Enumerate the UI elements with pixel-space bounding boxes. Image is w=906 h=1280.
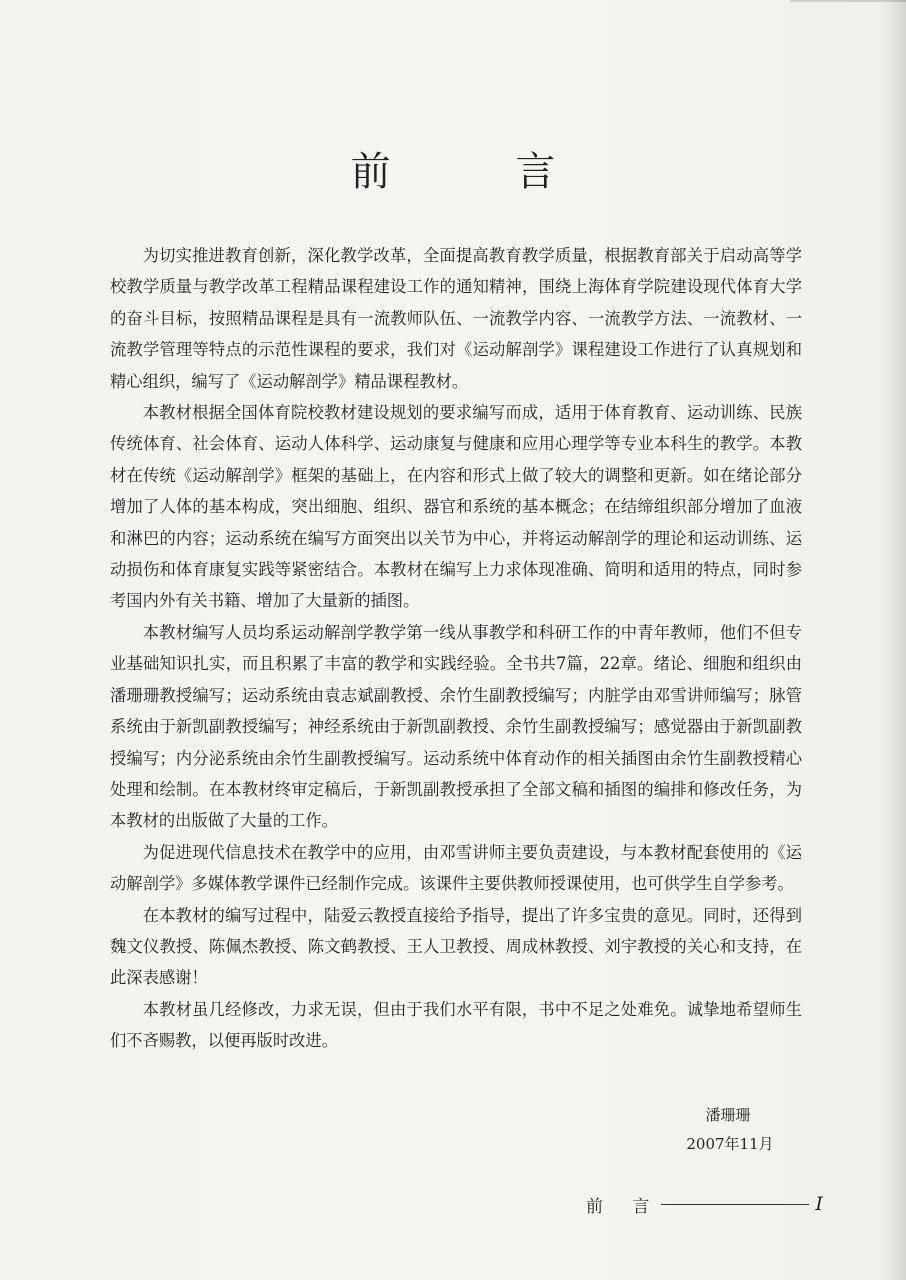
paragraph-2: 本教材根据全国体育院校教材建设规划的要求编写而成，适用于体育教育、运动训练、民族传统体育、社会体育、运动人体科学、运动康复与健康和应用心理学等专业本科生的教学。本教材在传统《运动解剖学》框架的基础上，在内容和形式上做了较大的调整和更新。如在绪论部分增加了人体的基本构成，突出细胞、组织、器官和系统的基本概念；在结缔组织部分增加了血液和淋巴的内容；运动系统在编写方面突出以关节为中心，并将运动解剖学的理论和运动训练、运动损伤和体育康复实践等紧密结合。本教材在编写上力求体现准确、简明和适用的特点，同时参考国内外有关书籍、增加了大量新的插图。 <box>110 403 802 611</box>
paragraph-5: 在本教材的编写过程中，陆爱云教授直接给予指导，提出了许多宝贵的意见。同时，还得到魏文仪教授、陈佩杰教授、陈文鹤教授、王人卫教授、周成林教授、刘宇教授的关心和支持，在此深表感谢！ <box>110 905 802 988</box>
footer-section-label: 前 言 <box>586 1196 662 1217</box>
author-signature: 潘珊珊 <box>705 1106 751 1124</box>
preface-body <box>110 240 802 1057</box>
scan-edge-line <box>790 0 906 2</box>
page-footer <box>586 1190 826 1218</box>
paragraph-6: 本教材虽几经修改，力求无误，但由于我们水平有限，书中不足之处难免。诚挚地希望师生们不吝赐教，以便再版时改进。 <box>110 999 802 1051</box>
preface-date: 2007年11月 <box>686 1135 774 1153</box>
footer-rule <box>661 1204 809 1205</box>
paragraph-1: 为切实推进教育创新，深化教学改革，全面提高教育教学质量，根据教育部关于启动高等学校教学质量与教学改革工程精品课程建设工作的通知精神，围绕上海体育学院建设现代体育大学的奋斗目标，按照精品课程是具有一流教师队伍、一流教学内容、一流教学方法、一流教材、一流教学管理等特点的示范性课程的要求，我们对《运动解剖学》课程建设工作进行了认真规划和精心组织，编写了《运动解剖学》精品课程教材。 <box>110 246 802 391</box>
paragraph-3: 本教材编写人员均系运动解剖学教学第一线从事教学和科研工作的中青年教师，他们不但专业基础知识扎实，而且积累了丰富的教学和实践经验。全书共7篇，22章。绪论、细胞和组织由潘珊珊教授编写；运动系统由袁志斌副教授、余竹生副教授编写；内脏学由邓雪讲师编写；脉管系统由于新凯副教授编写；神经系统由于新凯副教授、余竹生副教授编写；感觉器由于新凯副教授编写；内分泌系统由余竹生副教授编写。运动系统中体育动作的相关插图由余竹生副教授精心处理和绘制。在本教材终审定稿后，于新凯副教授承担了全部文稿和插图的编排和修改任务，为本教材的出版做了大量的工作。 <box>110 622 802 831</box>
page-title: 前 言 <box>350 149 612 195</box>
page-number: I <box>815 1193 823 1215</box>
paragraph-4: 为促进现代信息技术在教学中的应用，由邓雪讲师主要负责建设，与本教材配套使用的《运动解剖学》多媒体教学课件已经制作完成。该课件主要供教师授课使用，也可供学生自学参考。 <box>110 842 802 894</box>
